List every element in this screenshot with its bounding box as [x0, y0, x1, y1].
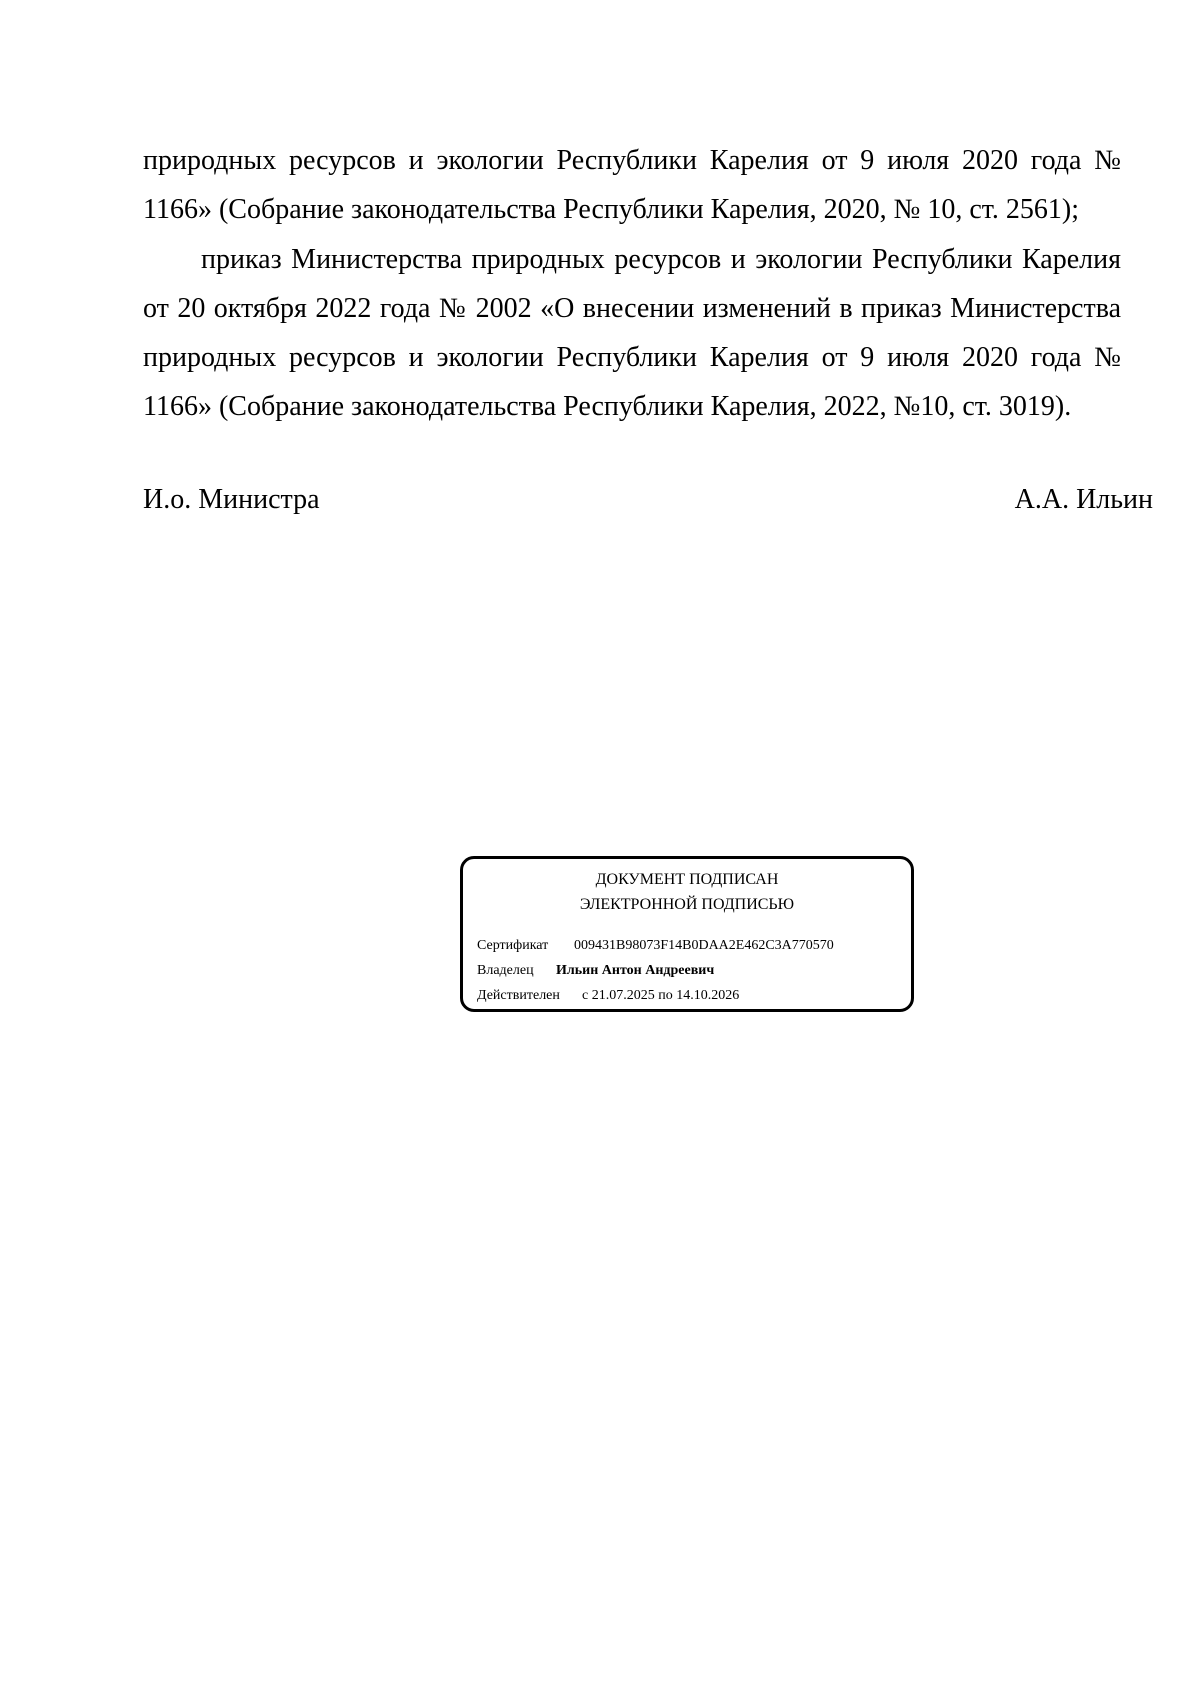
validity-value: с 21.07.2025 по 14.10.2026: [582, 988, 740, 1003]
owner-value: Ильин Антон Андреевич: [556, 963, 715, 978]
signature-block: [143, 480, 1153, 520]
stamp-title-line-2: ЭЛЕКТРОННОЙ ПОДПИСЬЮ: [579, 896, 795, 913]
signatory-position: И.о. Министра: [143, 484, 320, 515]
electronic-signature-stamp: [460, 856, 914, 1012]
validity-label: Действителен: [477, 988, 560, 1003]
stamp-title: [463, 867, 911, 917]
paragraph-order: приказ Министерства природных ресурсов и экологии Республики Карелия от 20 октября 2022 года № 2002 «О внесении изменений в приказ Министерства природных ресурсов и экологии Республики Карелия от 9 июля 2020 года № 1166» (Собрание законодательства Республики Карелия, 2022, №10, ст. 3019).: [143, 244, 1121, 422]
certificate-label: Сертификат: [477, 938, 549, 953]
stamp-validity-row: [477, 986, 739, 1006]
stamp-title-line-1: ДОКУМЕНТ ПОДПИСАН: [595, 871, 779, 888]
stamp-owner-row: [477, 961, 714, 981]
signatory-name: А.А. Ильин: [1014, 484, 1153, 515]
paragraph-continued: природных ресурсов и экологии Республики Карелия от 9 июля 2020 года № 1166» (Собрание законодательства Республики Карелия, 2020, № 10, ст. 2561);: [143, 145, 1121, 225]
certificate-value: 009431B98073F14B0DAA2E462C3A770570: [574, 938, 834, 953]
stamp-certificate-row: [477, 936, 834, 956]
owner-label: Владелец: [477, 963, 534, 978]
